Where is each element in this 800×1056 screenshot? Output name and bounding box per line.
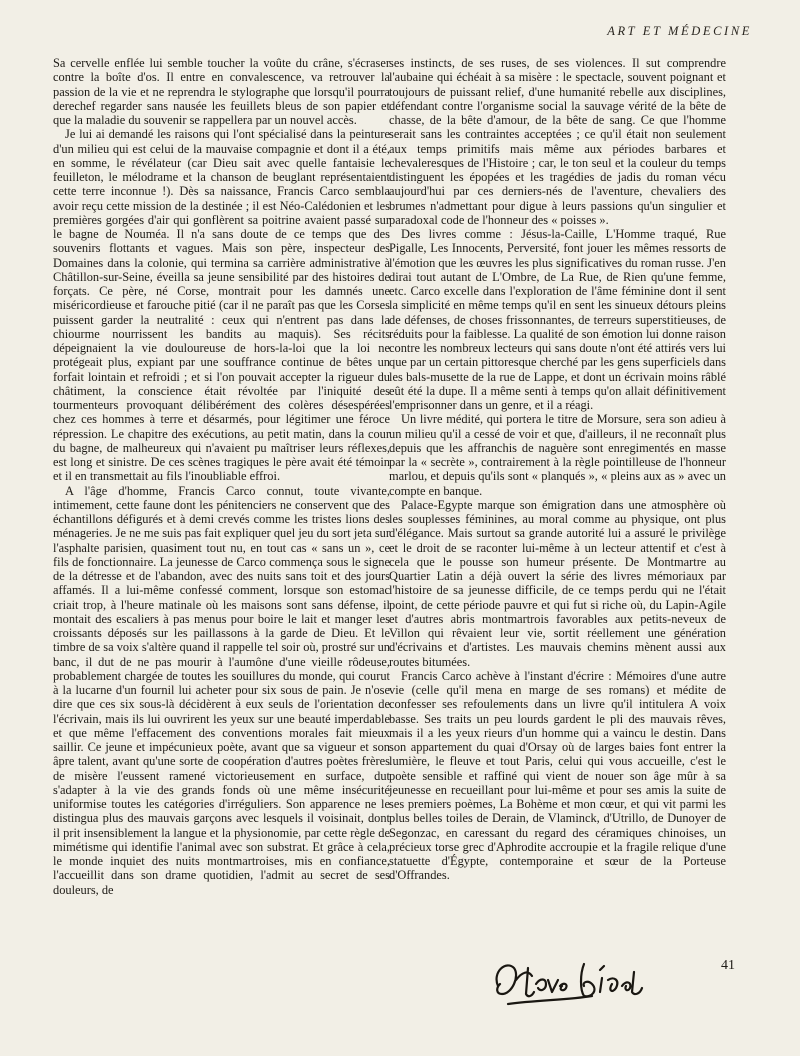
paragraph: Des livres comme : Jésus-la-Caille, L'Homme traqué, Rue Pigalle, Les Innocents, Perversité, font jouer les mêmes ressorts de l'émotion que les œuvres les plus significatives du roman russe. J'en dirai tout autant de L'Ombre, de La Rue, de Rien qu'une femme, etc. Carco excelle dans l'exploration de l'âme féminine dont il sent la simplicité en même temps qu'il en sent les sinueux détours pleins de défenses, de choses frissonnantes, de terreurs superstitieuses, de réduits pour la faiblesse. La qualité de son émotion lui donne raison contre les nombreux lecteurs qui sans doute n'ont été attirés vers lui que par un certain pittoresque cherché par les gens superficiels dans les bals-musette de la rue de Lappe, et dont un écrivain moins râblé eût été la dupe. Il a même senti à temps qu'on allait définitivement l'emprisonner dans un genre, et il a réagi.: [389, 227, 726, 412]
paragraph: A l'âge d'homme, Francis Carco connut, toute vivante, intimement, cette faune dont les pénitenciers ne conservent que des échantillons défigurés et à demi crevés comme les tristes lions des ménageries. Je ne me suis pas fait expliquer quel jeu du sort jeta sur l'asphalte parisien, quasiment tout nu, en tout cas « sans un », ce fils de fonctionnaire. La jeunesse de Carco commença sous le signe de la détresse et de l'abandon, avec des nuits sans toit et des jours affamés. Il a lui-même confessé comment, lorsque son estomac criait trop, à l'heure matinale où les maisons sont sans défense, il montait des escaliers à pas menus pour boire le lait et manger les croissants déposés sur les paillassons à la garde de Dieu. Et le timbre de sa voix s'altère quand il rappelle tel soir où, prostré sur un banc, il dut de ne pas mourir à l'aumône d'une vieille rôdeuse, probablement chargée de toutes les souillures du monde, qui courut à la lucarne d'un fournil lui acheter pour six sous de pain. Je n'ose dire que ces six sous-là décidèrent à eux seuls de l'orientation de l'écrivain, mais ils lui ouvrirent les yeux sur une beauté imperdable et que même l'effacement des conventions morales fait mieux saillir. Ce jeune et impécunieux poète, avant que sa vigueur et son âpre talent, avant qu'une sorte de coopération d'autres poètes frères de misère l'eussent ramené victorieusement en surface, dut s'adapter à la vie des grands fonds où une même insécurité uniformise toutes les catégories d'irréguliers. Son apparence ne le distingua plus des mauvais garçons avec lesquels il voisinait, dont il prit insensiblement la langue et la physionomie, par cette règle de mimétisme qui identifie l'animal avec son substrat. Et grâce à cela, le monde inquiet des nuits montmartroises, mis en confiance, l'accueillit dans son drame quotidien, l'admit au secret de ses douleurs, de: [53, 483, 390, 897]
signature-stroke: [497, 965, 517, 994]
right-column: [389, 56, 726, 883]
paragraph: Un livre médité, qui portera le titre de Morsure, sera son adieu à un milieu qu'il a cessé de voir et que, d'ailleurs, il ne reconnaît plus depuis que les affranchis de naguère sont enregimentés en masse par la « secrète », contrairement à la règle pointilleuse de l'honneur marlou, et depuis qu'ils sont « planqués », « pleins aux as » avec un compte en banque.: [389, 412, 726, 498]
author-signature: [488, 950, 648, 1014]
left-column: [53, 56, 390, 897]
signature-stroke: [600, 966, 617, 992]
signature-stroke: [581, 964, 594, 996]
paragraph: Sa cervelle enflée lui semble toucher la voûte du crâne, s'écraser contre la boîte d'os. Il entre en convalescence, va retrouver la passion de la vie et ne reprendra le stylographe que lorsqu'il pourra derechef regarder sans nausée les feuillets bleus de son papier et que la maladie du souvenir se rappellera par un nouvel accès.: [53, 56, 390, 127]
paragraph: Francis Carco achève à l'instant d'écrire : Mémoires d'une autre vie (celle qu'il mena en marge de ses romans) et médite de confesser ses refoulements dans un livre qu'il intitulera A voix basse. Ses traits un peu lourds gardent le pli des mauvais rêves, mais il a les yeux rieurs d'un homme qui a vaincu le destin. Dans son appartement du quai d'Orsay où de larges baies font entrer la lumière, le fleuve et tout Paris, celui qui vous accueille, c'est le poète sensible et raffiné qui vient de nouer son âge mûr à sa jeunesse en recueillant pour lui-même et pour ses amis la suite de ses premiers poèmes, La Bohème et mon cœur, et qui vit parmi les plus belles toiles de Derain, de Vlaminck, d'Utrillo, de Dunoyer de Segonzac, en caressant du regard des céramiques chinoises, un précieux torse grec d'Aphrodite accroupie et la fragile relique d'une statuette d'Égypte, contemporaine et sœur de la Porteuse d'Offrandes.: [389, 668, 726, 883]
page-number: 41: [721, 958, 735, 973]
paragraph: ses instincts, de ses ruses, de ses violences. Il sut comprendre l'aubaine qui échéait à sa misère : le spectacle, souvent poignant et toujours de puissant relief, d'une humanité rebelle aux disciplines, défendant contre l'organisme social la sauvage vérité de la bête de chasse, de la bête d'amour, de la bête de sang. Ce que l'homme serait sans les contraintes acceptées ; ce qu'il était non seulement aux temps primitifs mais même aux périodes barbares et chevaleresques de l'Histoire ; car, le ton seul et la couleur du temps distinguent les épopées et les tragédies de jadis du roman vécu aujourd'hui par ces derniers-nés de l'aventure, chevaliers des brumes n'admettant pour digue à leurs passions qu'un singulier et paradoxal code de l'honneur des « poisses ».: [389, 56, 726, 227]
paragraph: Je lui ai demandé les raisons qui l'ont spécialisé dans la peinture d'un milieu qui est celui de la mauvaise compagnie et dont il a été, en somme, le révélateur (car Dieu sait avec quelle fantaisie le feuilleton, le mélodrame et la chanson de beuglant représentaient cette terre inconnue !). Dès sa naissance, Francis Carco sembla avoir reçu cette mission de la destinée ; il est Néo-Calédonien et les premières gorgées d'air qui gonflèrent sa poitrine avaient passé sur le bagne de Nouméa. Il n'a sans doute de ce temps que des souvenirs flottants et vagues. Mais son père, inspecteur des Domaines dans la colonie, qui termina sa carrière administrative à Châtillon-sur-Seine, éveilla sa jeune sensibilité par des histoires de forçats. Ce père, né Corse, montrait pour les damnés une miséricordieuse et farouche pitié (car il ne paraît pas que les Corses puissent garder la neutralité : ceux qui n'entrent pas dans la chiourme nourrissent les bandits au maquis). Ses récits dépeignaient la vie douloureuse de hors-la-loi que la loi ne protégeait plus, expiant par une souffrance continue de bêtes un forfait lointain et refroidi ; et si l'on pouvait accepter la rigueur du châtiment, la conscience était révoltée par l'iniquité des tourmenteurs provoquant délibérément des colères désespérées chez ces hommes à terre et désarmés, pour légitimer une féroce répression. Le chapitre des exécutions, au petit matin, dans la cour du bagne, de malheureux qui n'avaient pu maîtriser leurs réflexes, est long et sinistre. De ces scènes tragiques le père avait été témoin et il en transmettait au fils l'inoubliable effroi.: [53, 127, 390, 484]
signature-stroke: [536, 980, 558, 993]
signature-stroke: [622, 972, 642, 994]
running-header: ART ET MÉDECINE: [607, 24, 752, 38]
paragraph: Palace-Egypte marque son émigration dans une atmosphère où les souplesses féminines, au moral comme au physique, ont plus d'élégance. Mais surtout sa grande autorité lui a assuré le privilège et le droit de se raconter lui-même à un lecteur attentif et c'est à cela que le pousse son humeur présente. De Montmartre au Quartier Latin a déjà ouvert la série des livres mémoriaux par l'histoire de sa jeunesse difficile, de ce temps perdu qui ne l'était point, de cette période pauvre et qui fut si riche où, du Lapin-Agile et d'autres abris montmartrois favorables aux petits-neveux de Villon qui rêvaient leur vie, sortit réellement une génération d'écrivains et d'artistes. Les mauvais chemins mènent aussi aux routes bitumées.: [389, 497, 726, 669]
signature-stroke: [516, 968, 534, 996]
